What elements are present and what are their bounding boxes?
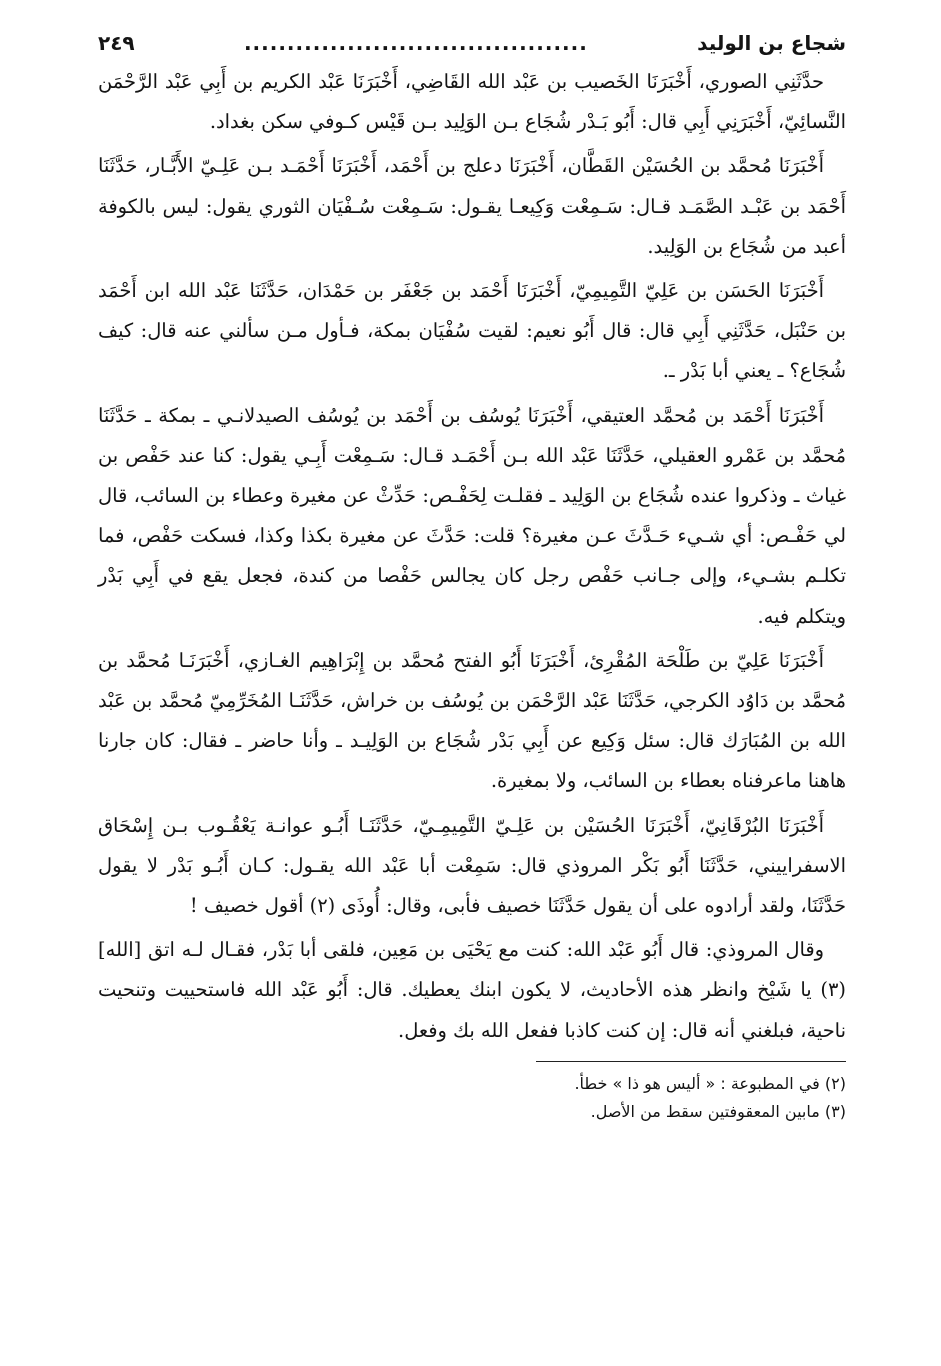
chapter-title: شجاع بن الوليد — [697, 31, 846, 55]
footnote-divider — [536, 1061, 846, 1062]
book-page — [98, 28, 846, 1126]
footnote: (٢) في المطبوعة : « أليس هو ذا » خطأ. — [574, 1073, 846, 1093]
header-leader-dots: ........................................ — [243, 31, 588, 55]
paragraph: وقال المروذي: قال أَبُو عَبْد الله: كنت مع يَحْيَى بن مَعِين، فلقى أبا بَدْر، فقـال لـه اتق [الله] (٣) يا شَيْخ وانظر هذه الأحاديث، لا يكون ابنك يعطيك. قال: أَبُو عَبْد الله فاستحييت وتنحيت ناحية، فبلغني أنه قال: إن كنت كاذبا ففعل الله بك وفعل. — [98, 938, 846, 1042]
paragraph: أَخْبَرَنَا مُحمَّد بن الحُسَيْن القَطَّان، أَخْبَرَنَا دعلج بن أَحْمَد، أَخْبَرَنَا أَحْمَـد بـن عَلِـيّ الأَبَّـار، حَدَّثَنَا أَحْمَد بن عَبْـد الصَّمَـد قـال: سَـمِعْت وَكِيعـا يقـول: سَـمِعْت سُـفْيَان الثوري يقول: ليس بالكوفة أعبد من شُجَاع بن الوَلِيد. — [98, 154, 846, 258]
running-header — [98, 28, 846, 62]
page-number: ٢٤٩ — [98, 31, 135, 55]
paragraph: حدَّثَنِي الصوري، أَخْبَرَنَا الخَصيب بن عَبْد الله القَاضِي، أَخْبَرَنَا عَبْد الكريم بن أَبِي عَبْد الرَّحْمَن النَّسائِيّ، أَخْبَرَنِي أَبِي قال: أَبُو بَـدْر شُجَاع بـن الوَلِيد بـن قَيْس كـوفي سكن بغداد. — [98, 70, 846, 134]
paragraph: أَخْبَرَنَا أَحْمَد بن مُحمَّد العتيقي، أَخْبَرَنَا يُوسُف بن أَحْمَد بن يُوسُف الصيدلانـي ـ بمكة ـ حَدَّثَنَا مُحمَّد بن عَمْرو العقيلي، حَدَّثَنَا عَبْد الله بـن أَحْمَـد قـال: سَـمِعْت أَبِـي يقول: كنا عند حَفْص بن غياث ـ وذكروا عنده شُجَاع بن الوَلِيد ـ فقلـت لِحَفْـص: حَدِّثْ عن مغيرة وعطاء بن السائب، قال لي حَفْـص: أي شـيء حَـدَّثَ عـن مغيرة؟ قلت: حَدَّثَ عن مغيرة بكذا وكذا، فسكت حَفْص، فما تكلـم بشـيء، وإلى جـانب حَفْص رجل كان يجالس حَفْصا من كندة، فجعل يقع في أَبِي بَدْر ويتكلم فيه. — [98, 403, 846, 628]
paragraph: أَخْبَرَنَا البُرْقَانِيّ، أَخْبَرَنَا الحُسَيْن بن عَلِـيّ التَّمِيمِـيّ، حَدَّثَنَـا أَبُـو عوانـة يَعْقُـوب بـن إِسْحَاق الاسفراييني، حَدَّثَنَا أَبُو بَكْر المروذي قال: سَمِعْت أبا عَبْد الله يقـول: كـان أَبُـو بَدْر لا يقول حَدَّثَنَا، ولقد أرادوه على أن يقول حَدَّثَنَا خصيف فأبى، وقال: أُوذَى (٢) أقول خصيف ! — [98, 813, 846, 918]
paragraph: أَخْبَرَنَا الحَسَن بن عَلِيّ التَّمِيمِيّ، أَخْبَرَنَا أَحْمَد بن جَعْفَر بن حَمْدَان، حَدَّثَنَا عَبْد الله ابن أَحْمَد بن حَنْبَل، حَدَّثَنِي أَبِي قال: قال أَبُو نعيم: لقيت سُفْيَان بمكة، فـأول مـن سألني عنه قال: كيف شُجَاع؟ ـ يعني أبا بَدْر ـ. — [98, 279, 846, 383]
paragraph: أَخْبَرَنَا عَلِيّ بن طَلْحَة المُقْرِئ، أَخْبَرَنَا أَبُو الفتح مُحمَّد بن إِبْرَاهِيم الغـازي، أَخْبَرَنَـا مُحمَّد بن مُحمَّد بن دَاوُد الكرجي، حَدَّثَنَا عَبْد الرَّحْمَن بن يُوسُف بن خراش، حَدَّثَنَـا المُخَرِّمِيّ مُحمَّد بن عَبْد الله بن المُبَارَك قال: سئل وَكِيع عن أَبِي بَدْر شُجَاع بن الوَلِيـد ـ وأنا حاضر ـ فقال: كان جارنا هاهنا ماعرفناه بعطاء بن السائب، ولا بمغيرة. — [98, 648, 846, 793]
footnote: (٣) مابين المعقوفتين سقط من الأصل. — [590, 1101, 846, 1121]
